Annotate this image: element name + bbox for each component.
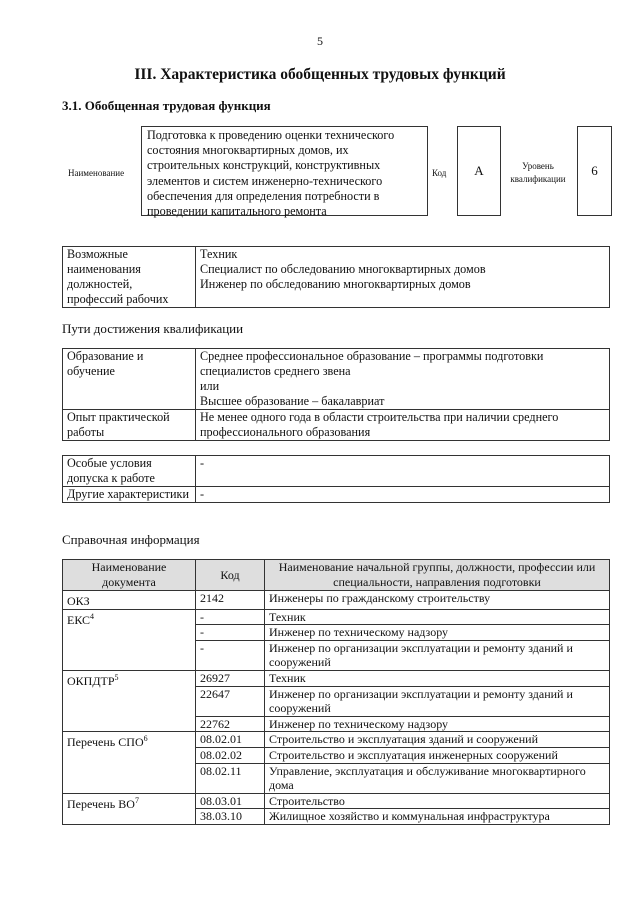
gf-code-label: Код xyxy=(432,168,447,178)
special-conditions-table xyxy=(62,455,610,503)
qualification-paths-heading: Пути достижения квалификации xyxy=(62,321,244,336)
doc-cell: ОКЗ xyxy=(63,591,196,610)
positions-table xyxy=(62,246,610,308)
code-cell: 38.03.10 xyxy=(196,809,265,825)
experience-label: Опыт практической работы xyxy=(63,410,196,441)
table-row xyxy=(63,591,610,610)
code-cell: 08.02.02 xyxy=(196,747,265,763)
table-row xyxy=(63,410,610,441)
positions-values: Техник Специалист по обследованию многоквартирных домов Инженер по обследованию многоквартирных домов xyxy=(196,247,610,308)
code-cell: 2142 xyxy=(196,591,265,610)
code-cell: 08.02.01 xyxy=(196,732,265,748)
code-cell: 22647 xyxy=(196,686,265,716)
header-doc: Наименование документа xyxy=(63,560,196,591)
doc-cell: Перечень $ВО^7$ xyxy=(63,793,196,824)
experience-value: Не менее одного года в области строительства при наличии среднего профессионального образования xyxy=(196,410,610,441)
name-cell: Инженер по техническому надзору xyxy=(265,625,610,641)
code-cell: 08.03.01 xyxy=(196,793,265,809)
name-cell: Техник xyxy=(265,609,610,625)
header-code: Код xyxy=(196,560,265,591)
subsection-title: 3.1. Обобщенная трудовая функция xyxy=(62,98,271,113)
education-value: Среднее профессиональное образование – программы подготовки специалистов среднего звена или Высшее образование – бакалавриат xyxy=(196,349,610,410)
name-cell: Инженер по техническому надзору xyxy=(265,716,610,732)
code-cell: - xyxy=(196,609,265,625)
table-row xyxy=(63,349,610,410)
gf-name-label: Наименование xyxy=(68,168,125,178)
admission-conditions-value: - xyxy=(196,456,610,487)
admission-conditions-label: Особые условия допуска к работе xyxy=(63,456,196,487)
name-cell: Жилищное хозяйство и коммунальная инфраструктура xyxy=(265,809,610,825)
other-characteristics-value: - xyxy=(196,487,610,503)
code-cell: 26927 xyxy=(196,670,265,686)
table-row xyxy=(63,487,610,503)
table-row xyxy=(63,793,610,809)
code-cell: - xyxy=(196,625,265,641)
header-name: Наименование начальной группы, должности, профессии или специальности, направления подготовки xyxy=(265,560,610,591)
name-cell: Управление, эксплуатация и обслуживание многоквартирного дома xyxy=(265,763,610,793)
gf-code-value: A xyxy=(457,126,501,216)
positions-label: Возможные наименования должностей, профессий рабочих xyxy=(63,247,196,308)
name-cell: Техник xyxy=(265,670,610,686)
section-title: III. Характеристика обобщенных трудовых функций xyxy=(134,66,506,83)
table-header-row xyxy=(63,560,610,591)
name-cell: Инженеры по гражданскому строительству xyxy=(265,591,610,610)
gf-level-label: Уровень квалификации xyxy=(510,161,566,184)
doc-cell: Перечень СПО$^6$ xyxy=(63,732,196,793)
reference-info-heading: Справочная информация xyxy=(62,532,200,547)
doc-cell: ЕКС$^4$ xyxy=(63,609,196,670)
gf-level-value: 6 xyxy=(577,126,612,216)
code-cell: - xyxy=(196,640,265,670)
name-cell: Инженер по организации эксплуатации и ремонту зданий и сооружений xyxy=(265,640,610,670)
education-label: Образование и обучение xyxy=(63,349,196,410)
table-row xyxy=(63,670,610,686)
table-row xyxy=(63,732,610,748)
qualification-paths-table xyxy=(62,348,610,441)
reference-info-table xyxy=(62,559,610,825)
code-cell: 22762 xyxy=(196,716,265,732)
table-row xyxy=(63,456,610,487)
name-cell: Строительство и эксплуатация зданий и сооружений xyxy=(265,732,610,748)
other-characteristics-label: Другие характеристики xyxy=(63,487,196,503)
doc-cell: ОКПДТР$^5$ xyxy=(63,670,196,731)
table-row xyxy=(63,609,610,625)
gf-name-value: Подготовка к проведению оценки технического состояния многоквартирных домов, их строительных конструкций, конструктивных элементов и систем инженерно-технического обеспечения для определения потребности в проведении капитального ремонта xyxy=(141,126,428,216)
code-cell: 08.02.11 xyxy=(196,763,265,793)
page-number: 5 xyxy=(317,34,323,48)
name-cell: Строительство xyxy=(265,793,610,809)
name-cell: Инженер по организации эксплуатации и ремонту зданий и сооружений xyxy=(265,686,610,716)
name-cell: Строительство и эксплуатация инженерных сооружений xyxy=(265,747,610,763)
